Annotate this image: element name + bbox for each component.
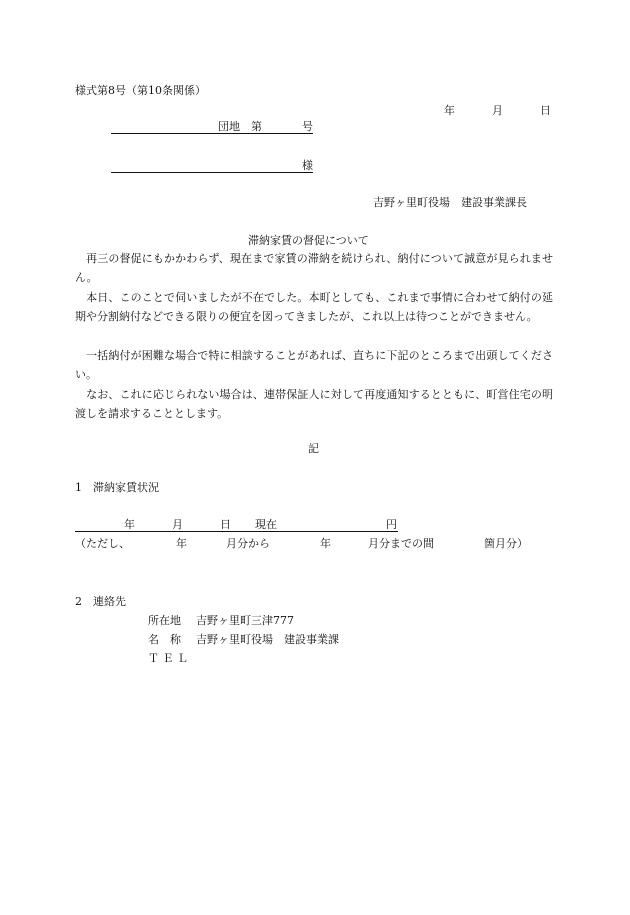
period-open: （ただし、	[75, 537, 130, 550]
period-year-from: 年	[176, 537, 187, 550]
document-title: 滞納家賃の督促について	[248, 234, 369, 247]
ki-mark: 記	[308, 442, 319, 455]
housing-number-suffix: 号	[302, 120, 313, 133]
contact-value: 吉野ヶ里町役場 建設事業課	[196, 633, 339, 646]
contact-value: 吉野ヶ里町三津777	[196, 614, 294, 627]
contact-label: 名 称	[148, 633, 181, 646]
status-year: 年	[124, 518, 135, 531]
contact-label: Ｔ Ｅ Ｌ	[148, 652, 188, 665]
section1-heading: 1 滞納家賃状況	[75, 481, 159, 494]
status-yen: 円	[386, 518, 397, 531]
status-current: 現在	[255, 518, 277, 531]
sender: 吉野ヶ里町役場 建設事業課長	[373, 196, 527, 209]
period-months: 箇月分）	[484, 537, 528, 550]
section2-heading: 2 連絡先	[75, 595, 126, 608]
date-year-label: 年	[444, 104, 455, 117]
addressee-suffix: 様	[302, 159, 313, 172]
date-day-label: 日	[540, 104, 551, 117]
body-paragraph: 一括納付が困難な場合で特に相談することがあれば、直ちに下記のところまで出頭してください。	[75, 349, 553, 381]
period-year-until: 年	[320, 537, 331, 550]
contact-label: 所在地	[148, 614, 181, 627]
status-month: 月	[172, 518, 183, 531]
housing-label: 団地 第	[218, 120, 262, 133]
status-day: 日	[220, 518, 231, 531]
body-paragraph: なお、これに応じられない場合は、連帯保証人に対して再度通知するとともに、町営住宅の明渡しを請求することとします。	[75, 388, 553, 420]
body-paragraph: 再三の督促にもかかわらず、現在まで家賃の滞納を続けられ、納付について誠意が見られません。	[75, 252, 553, 284]
addressee-blank-line	[111, 172, 313, 173]
form-number: 様式第8号（第10条関係）	[75, 84, 206, 97]
period-until: 月分までの間	[368, 537, 434, 550]
body-paragraph: 本日、このことで伺いましたが不在でした。本町としても、これまで事情に合わせて納付の延期や分割納付などできる限りの便宜を図ってきましたが、これ以上は待つことができません。	[75, 291, 553, 323]
housing-blank-line	[111, 133, 313, 134]
date-month-label: 月	[492, 104, 503, 117]
period-from: 月分から	[226, 537, 270, 550]
